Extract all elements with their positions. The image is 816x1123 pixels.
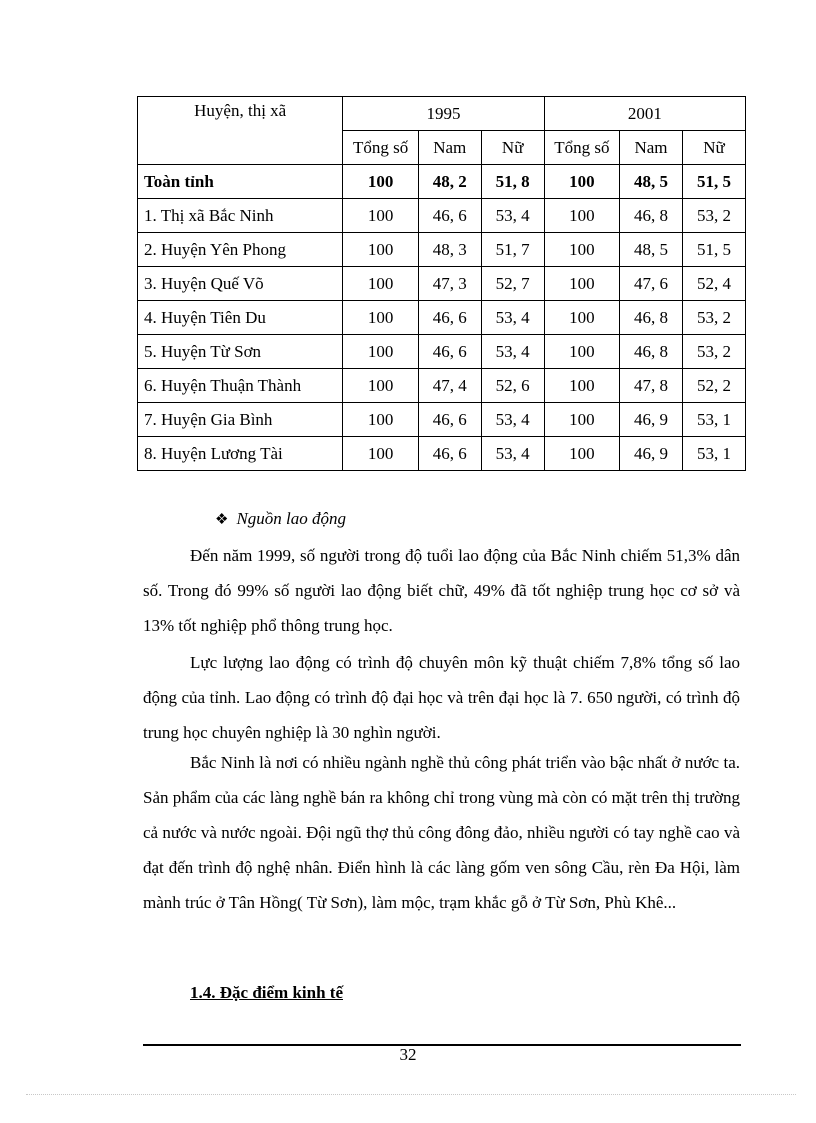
- row-value-cell: 100: [544, 437, 619, 471]
- subheader-male: Nam: [620, 131, 683, 165]
- table-row: [138, 335, 746, 369]
- page-number: 32: [399, 1045, 417, 1064]
- table-row: [138, 437, 746, 471]
- table-row: [138, 267, 746, 301]
- subheader-male: Nam: [418, 131, 481, 165]
- row-value-cell: 47, 3: [418, 267, 481, 301]
- paragraph-text: Bắc Ninh là nơi có nhiều ngành nghề thủ công phát triển vào bậc nhất ở nước ta. Sản phẩm của các làng nghề bán ra không chỉ trong vùng mà còn có mặt trên thị trường cả nước và nước ngoài. Đội ngũ thợ thủ công đông đảo, nhiều người có tay nghề cao và đạt đến trình độ nghệ nhân. Điển hình là các làng gốm ven sông Cầu, rèn Đa Hội, làm mành trúc ở Tân Hồng( Từ Sơn), làm mộc, trạm khắc gỗ ở Từ Sơn, Phù Khê...: [143, 753, 740, 912]
- subheader-female: Nữ: [682, 131, 745, 165]
- row-district-name: 1. Thị xã Bắc Ninh: [138, 199, 343, 233]
- row-value-cell: 100: [343, 437, 418, 471]
- row-value-cell: 53, 1: [682, 437, 745, 471]
- row-value-cell: 51, 5: [682, 233, 745, 267]
- row-value-cell: 100: [343, 301, 418, 335]
- row-value-cell: 46, 6: [418, 437, 481, 471]
- header-district: Huyện, thị xã: [138, 97, 343, 165]
- row-value-cell: 100: [544, 403, 619, 437]
- row-value-cell: 52, 6: [481, 369, 544, 403]
- header-year-2001: 2001: [544, 97, 745, 131]
- row-value-cell: 53, 4: [481, 301, 544, 335]
- row-value-cell: 46, 6: [418, 403, 481, 437]
- row-value-cell: 51, 8: [481, 165, 544, 199]
- row-value-cell: 46, 8: [620, 199, 683, 233]
- row-value-cell: 47, 6: [620, 267, 683, 301]
- row-value-cell: 51, 5: [682, 165, 745, 199]
- row-value-cell: 52, 7: [481, 267, 544, 301]
- row-value-cell: 48, 5: [620, 165, 683, 199]
- row-value-cell: 46, 6: [418, 199, 481, 233]
- row-value-cell: 48, 5: [620, 233, 683, 267]
- row-value-cell: 100: [343, 199, 418, 233]
- row-value-cell: 53, 4: [481, 403, 544, 437]
- row-value-cell: 46, 9: [620, 437, 683, 471]
- row-value-cell: 100: [544, 233, 619, 267]
- subheader-total: Tổng số: [343, 131, 418, 165]
- row-value-cell: 46, 6: [418, 335, 481, 369]
- table-row: [138, 199, 746, 233]
- row-value-cell: 46, 8: [620, 335, 683, 369]
- row-value-cell: 46, 9: [620, 403, 683, 437]
- row-district-name: Toàn tỉnh: [138, 165, 343, 199]
- row-district-name: 7. Huyện Gia Bình: [138, 403, 343, 437]
- row-value-cell: 47, 8: [620, 369, 683, 403]
- row-value-cell: 100: [544, 267, 619, 301]
- table-row: [138, 403, 746, 437]
- row-value-cell: 100: [343, 403, 418, 437]
- row-value-cell: 100: [544, 335, 619, 369]
- row-value-cell: 53, 2: [682, 199, 745, 233]
- row-district-name: 4. Huyện Tiên Du: [138, 301, 343, 335]
- row-district-name: 5. Huyện Từ Sơn: [138, 335, 343, 369]
- row-value-cell: 100: [343, 165, 418, 199]
- page-edge-divider: [26, 1094, 796, 1095]
- section-heading-text: Nguồn lao động: [236, 509, 347, 528]
- subheading-economic-features: 1.4. Đặc điểm kinh tế: [190, 983, 343, 1002]
- row-value-cell: 100: [544, 165, 619, 199]
- row-value-cell: 100: [343, 233, 418, 267]
- row-value-cell: 100: [544, 301, 619, 335]
- table-row: [138, 369, 746, 403]
- row-value-cell: 51, 7: [481, 233, 544, 267]
- row-value-cell: 53, 4: [481, 437, 544, 471]
- header-year-1995: 1995: [343, 97, 544, 131]
- diamond-bullet-icon: ❖: [215, 512, 229, 528]
- paragraph-text: Đến năm 1999, số người trong độ tuổi lao động của Bắc Ninh chiếm 51,3% dân số. Trong đó 99% số người lao động biết chữ, 49% đã tốt nghiệp trung học cơ sở và 13% tốt nghiệp phổ thông trung học.: [143, 546, 740, 635]
- population-gender-table: [137, 96, 746, 471]
- row-value-cell: 48, 3: [418, 233, 481, 267]
- row-value-cell: 53, 4: [481, 199, 544, 233]
- table-body: [138, 165, 746, 471]
- row-value-cell: 100: [343, 335, 418, 369]
- row-value-cell: 46, 6: [418, 301, 481, 335]
- row-value-cell: 53, 2: [682, 301, 745, 335]
- row-value-cell: 53, 4: [481, 335, 544, 369]
- row-value-cell: 46, 8: [620, 301, 683, 335]
- row-value-cell: 47, 4: [418, 369, 481, 403]
- row-value-cell: 48, 2: [418, 165, 481, 199]
- table-row: [138, 301, 746, 335]
- row-district-name: 2. Huyện Yên Phong: [138, 233, 343, 267]
- row-value-cell: 52, 2: [682, 369, 745, 403]
- paragraph-text: Lực lượng lao động có trình độ chuyên môn kỹ thuật chiếm 7,8% tổng số lao động của tỉnh. Lao động có trình độ đại học và trên đại học là 7. 650 người, có trình độ trung học chuyên nghiệp là 30 nghìn người.: [143, 653, 740, 742]
- row-value-cell: 100: [544, 369, 619, 403]
- table-header-row: [138, 97, 746, 131]
- table-row: [138, 165, 746, 199]
- row-value-cell: 100: [544, 199, 619, 233]
- paragraph-skilled-labor: [143, 645, 740, 750]
- table-row: [138, 233, 746, 267]
- subheader-total: Tổng số: [544, 131, 619, 165]
- section-heading: [215, 509, 346, 529]
- paragraph-labor-age: [143, 538, 740, 643]
- row-value-cell: 52, 4: [682, 267, 745, 301]
- row-value-cell: 100: [343, 267, 418, 301]
- row-district-name: 3. Huyện Quế Võ: [138, 267, 343, 301]
- row-district-name: 8. Huyện Lương Tài: [138, 437, 343, 471]
- row-value-cell: 53, 2: [682, 335, 745, 369]
- row-district-name: 6. Huyện Thuận Thành: [138, 369, 343, 403]
- row-value-cell: 100: [343, 369, 418, 403]
- row-value-cell: 53, 1: [682, 403, 745, 437]
- paragraph-handicrafts: [143, 745, 740, 920]
- subheader-female: Nữ: [481, 131, 544, 165]
